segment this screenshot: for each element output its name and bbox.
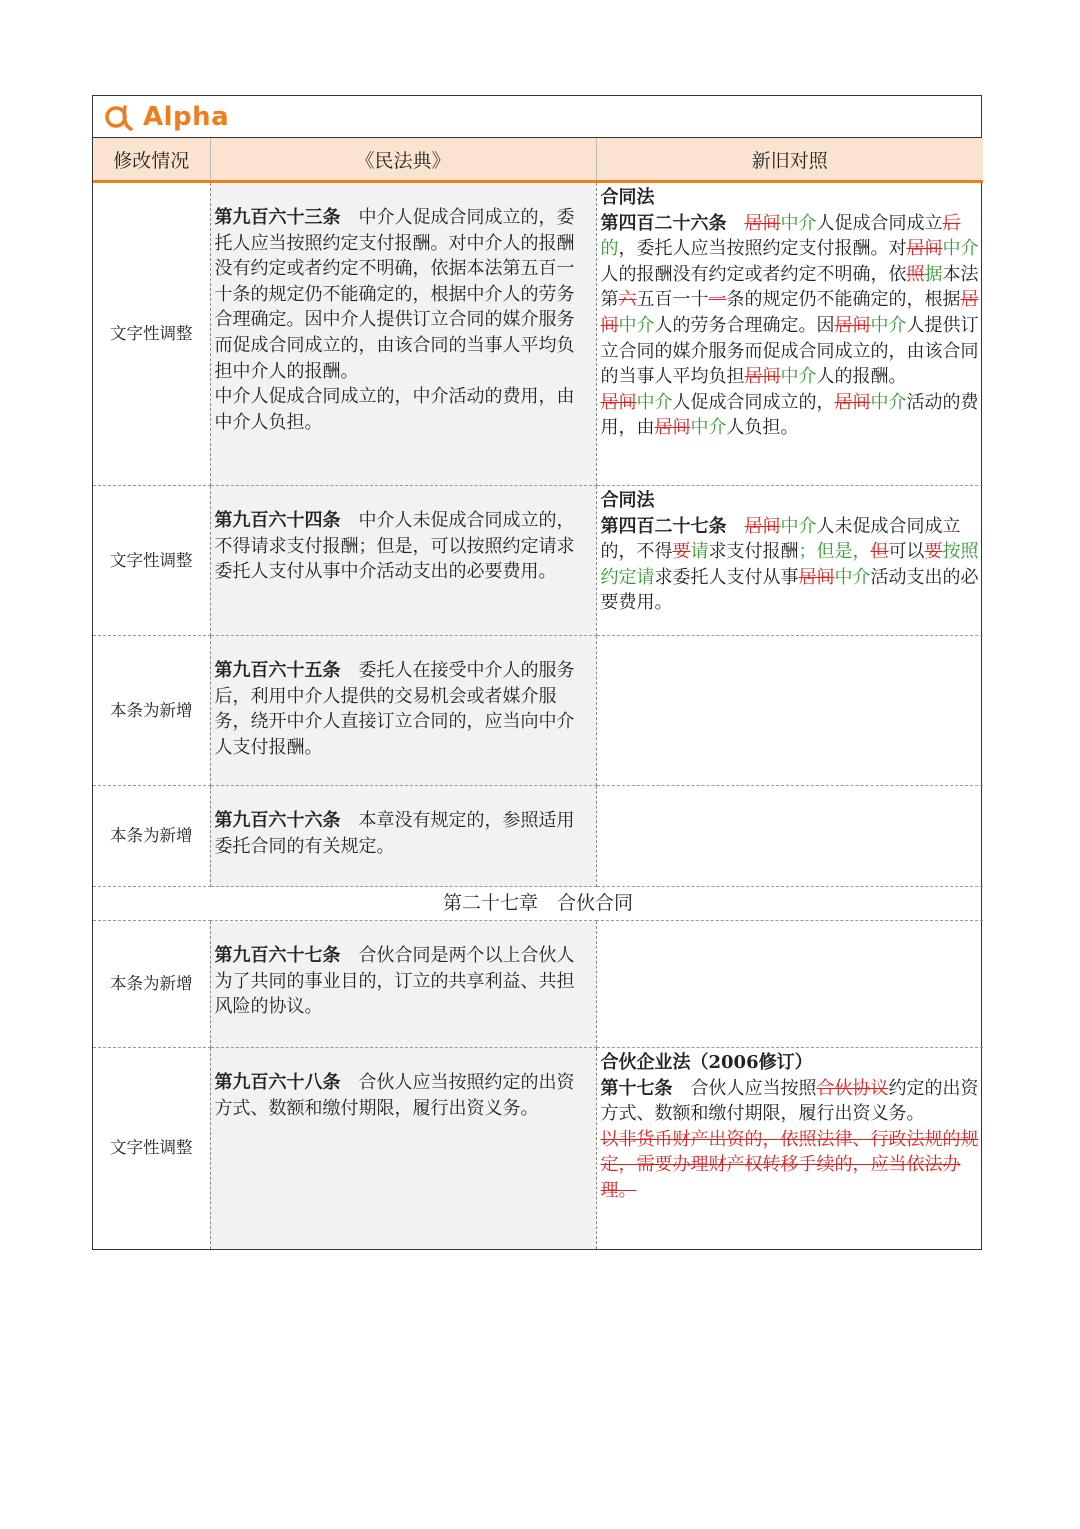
old-law-name: 合同法 <box>600 187 655 208</box>
table-row <box>93 636 983 786</box>
unchanged-text: 人负担。 <box>726 417 799 439</box>
deleted-text: 居间 <box>600 289 979 336</box>
unchanged-text: 活动支出的必要费用。 <box>600 566 979 614</box>
civil-code-cell <box>210 921 596 1048</box>
row-status: 本条为新增 <box>93 636 210 786</box>
civil-code-cell <box>210 1048 596 1249</box>
civil-article-number: 第九百六十五条 <box>214 660 341 681</box>
inserted-text: 中介 <box>690 417 727 439</box>
old-article-number: 第十七条 <box>600 1077 673 1099</box>
unchanged-text: 合伙人应当按照 <box>690 1077 817 1099</box>
deleted-text: 但 <box>870 541 889 563</box>
brand-name: Alpha <box>143 101 230 132</box>
chapter-title: 第二十七章 合伙合同 <box>93 887 983 921</box>
inserted-text: 中介 <box>780 212 817 234</box>
civil-code-cell <box>210 486 596 636</box>
table-row <box>93 921 983 1048</box>
old-law-paragraph <box>601 1127 980 1204</box>
old-article-number: 第四百二十六条 <box>600 212 727 234</box>
civil-article-number: 第九百六十四条 <box>214 510 341 531</box>
header-comparison: 新旧对照 <box>596 138 983 182</box>
unchanged-text: 人促成合同成立 <box>816 212 943 234</box>
row-status: 文字性调整 <box>93 1048 210 1249</box>
inserted-text: 中介 <box>618 314 655 336</box>
deleted-text: 六 <box>618 289 637 311</box>
deleted-text: 要 <box>672 541 691 563</box>
deleted-text: 居间 <box>744 366 781 388</box>
deleted-text: 居间 <box>600 391 637 413</box>
unchanged-text: 人未促成合同成立的，不得 <box>600 515 961 563</box>
inserted-text: 请 <box>690 541 709 563</box>
comparison-cell <box>596 182 983 486</box>
civil-article-body: 委托人在接受中介人的服务后，利用中介人提供的交易机会或者媒介服务，绕开中介人直接订立合同的，应当向中介人支付报酬。 <box>214 660 575 758</box>
row-status: 文字性调整 <box>93 182 210 486</box>
old-law-name: 合同法 <box>600 490 655 511</box>
deleted-text: 要 <box>924 541 943 563</box>
civil-article-body: 合伙合同是两个以上合伙人为了共同的事业目的，订立的共享利益、共担风险的协议。 <box>214 945 575 1018</box>
inserted-text: 中介 <box>780 366 817 388</box>
inserted-text: 据 <box>924 263 943 285</box>
alpha-logo-icon <box>101 100 135 134</box>
inserted-text: 按照约定请 <box>600 541 979 588</box>
old-law-paragraph <box>601 514 980 616</box>
old-law-paragraph <box>601 1076 980 1127</box>
deleted-text: 后 <box>942 212 961 234</box>
table-row <box>93 786 983 887</box>
comparison-document <box>92 95 982 1250</box>
civil-article-number: 第九百六十六条 <box>214 810 341 831</box>
old-law-paragraph <box>601 390 980 441</box>
unchanged-text: ，委托人应当按照约定支付报酬。对 <box>618 238 907 260</box>
old-law-name: 合伙企业法（2006修订） <box>600 1052 813 1073</box>
unchanged-text: 求支付报酬 <box>708 541 799 563</box>
comparison-table <box>93 138 983 1249</box>
unchanged-text: 求委托人支付从事 <box>654 566 799 588</box>
row-status: 文字性调整 <box>93 486 210 636</box>
unchanged-text: 人的报酬没有约定或者约定不明确，依 <box>600 263 907 285</box>
civil-article-body: 本章没有规定的，参照适用委托合同的有关规定。 <box>214 810 575 857</box>
unchanged-text: 约定的出资方式、数额和缴付期限，履行出资义务。 <box>600 1077 979 1125</box>
old-article-number: 第四百二十七条 <box>600 515 727 537</box>
inserted-text: 中介 <box>834 566 871 588</box>
deleted-text: 以非货币财产出资的，依照法律、行政法规的规定，需要办理财产权转移手续的，应当依法办理。 <box>600 1128 979 1201</box>
unchanged-text: 活动的费用，由 <box>600 391 979 439</box>
civil-article-number: 第九百六十八条 <box>214 1072 341 1093</box>
comparison-cell <box>596 486 983 636</box>
table-row <box>93 486 983 636</box>
inserted-text: ；但是， <box>798 541 871 563</box>
deleted-text: 照 <box>906 263 925 285</box>
old-law-paragraph <box>601 211 980 390</box>
civil-code-cell <box>210 786 596 887</box>
unchanged-text: 五百一十 <box>636 289 709 311</box>
deleted-text: 合伙协议 <box>816 1077 889 1099</box>
civil-article-body: 中介人促成合同成立的，委托人应当按照约定支付报酬。对中介人的报酬没有约定或者约定不明确，依据本法第五百一十条的规定仍不能确定的，根据中介人的劳务合理确定。因中介人提供订立合同的媒介服务而促成合同成立的，由该合同的当事人平均负担中介人的报酬。 <box>214 207 575 382</box>
deleted-text: 居间 <box>798 566 835 588</box>
deleted-text: 居间 <box>744 212 781 234</box>
deleted-text: 居间 <box>834 314 871 336</box>
deleted-text: 居间 <box>834 391 871 413</box>
comparison-cell-empty <box>596 636 983 786</box>
civil-article-number: 第九百六十七条 <box>214 945 341 966</box>
inserted-text: 中介 <box>942 238 979 260</box>
unchanged-text: 本法第 <box>600 263 979 311</box>
civil-article-number: 第九百六十三条 <box>214 207 341 228</box>
unchanged-text: 人促成合同成立的， <box>672 391 835 413</box>
deleted-text: 居间 <box>744 515 781 537</box>
table-row <box>93 182 983 486</box>
inserted-text: 中介 <box>870 391 907 413</box>
civil-code-cell <box>210 636 596 786</box>
old-law-text <box>601 1076 980 1204</box>
unchanged-text: 条的规定仍不能确定的，根据 <box>726 289 961 311</box>
comparison-cell-empty <box>596 921 983 1048</box>
civil-article-body: 中介人未促成合同成立的，不得请求支付报酬；但是，可以按照约定请求委托人支付从事中介活动支出的必要费用。 <box>214 510 575 583</box>
old-law-text <box>601 514 980 616</box>
header-civil-code: 《民法典》 <box>210 138 596 182</box>
unchanged-text: 人提供订立合同的媒介服务而促成合同成立的，由该合同的当事人平均负担 <box>600 314 979 388</box>
civil-article-body: 合伙人应当按照约定的出资方式、数额和缴付期限，履行出资义务。 <box>214 1072 575 1119</box>
unchanged-text: 人的劳务合理确定。因 <box>654 314 835 336</box>
civil-code-cell <box>210 182 596 486</box>
inserted-text: 的 <box>600 238 619 260</box>
unchanged-text: 可以 <box>888 541 925 563</box>
inserted-text: 中介 <box>780 515 817 537</box>
civil-article-body-2: 中介人促成合同成立的，中介活动的费用，由中介人负担。 <box>214 386 575 433</box>
header-status: 修改情况 <box>93 138 210 182</box>
inserted-text: 中介 <box>870 314 907 336</box>
deleted-text: 一 <box>708 289 727 311</box>
table-header <box>93 138 983 182</box>
comparison-cell <box>596 1048 983 1249</box>
deleted-text: 居间 <box>906 238 943 260</box>
deleted-text: 居间 <box>654 417 691 439</box>
inserted-text: 中介 <box>636 391 673 413</box>
chapter-row <box>93 887 983 921</box>
row-status: 本条为新增 <box>93 921 210 1048</box>
old-law-text <box>601 211 980 441</box>
table-row <box>93 1048 983 1249</box>
brand-header <box>93 96 981 138</box>
comparison-cell-empty <box>596 786 983 887</box>
row-status: 本条为新增 <box>93 786 210 887</box>
unchanged-text: 人的报酬。 <box>816 366 907 388</box>
